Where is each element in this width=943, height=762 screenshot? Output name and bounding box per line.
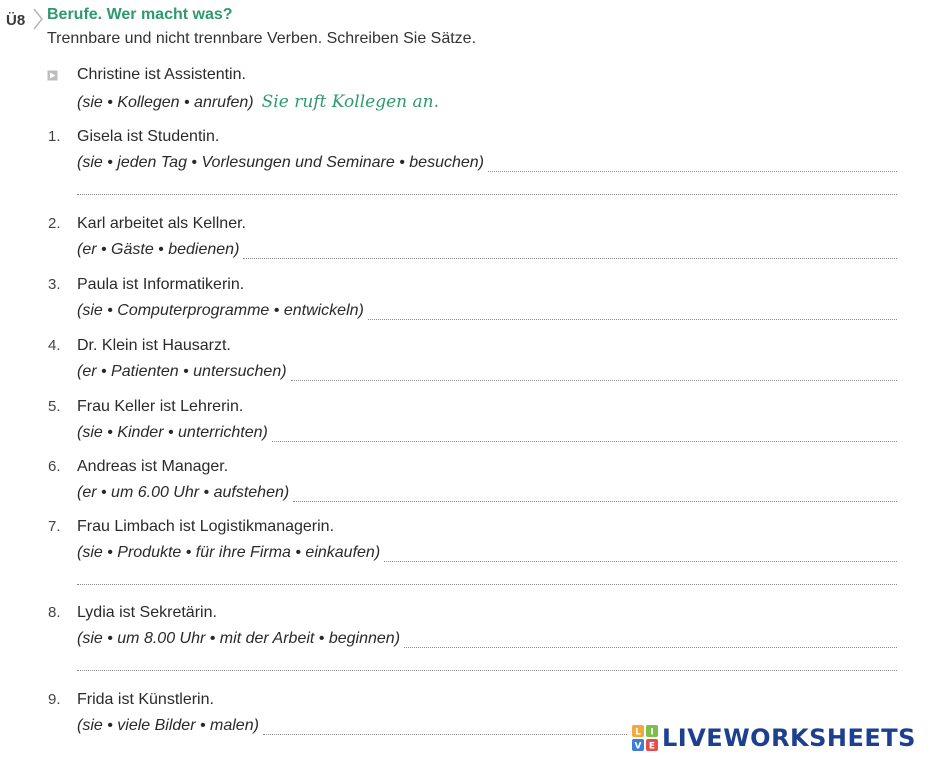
item-prompt: (sie • viele Bilder • malen)	[77, 717, 259, 734]
item-statement: Dr. Klein ist Hausarzt.	[77, 337, 231, 354]
item-answer-line	[77, 363, 897, 385]
item-answer-line	[77, 302, 897, 324]
answer-input-4[interactable]	[291, 364, 897, 381]
item-number: 2.	[48, 215, 61, 232]
example-prompt: (sie • Kollegen • anrufen)	[77, 94, 254, 111]
exercise-item-8	[0, 604, 943, 676]
item-answer-line	[77, 484, 897, 506]
item-prompt: (sie • jeden Tag • Vorlesungen und Seminare • besuchen)	[77, 154, 484, 171]
exercise-item-6	[0, 458, 943, 510]
item-statement: Andreas ist Manager.	[77, 458, 229, 475]
item-prompt: (sie • Computerprogramme • entwickeln)	[77, 302, 364, 319]
item-number: 3.	[48, 276, 61, 293]
item-prompt: (sie • Produkte • für ihre Firma • einkaufen)	[77, 544, 381, 561]
item-answer-line	[77, 717, 627, 739]
chevron-right-icon	[32, 8, 44, 30]
item-statement: Frau Keller ist Lehrerin.	[77, 398, 244, 415]
answer-input-1[interactable]	[488, 155, 897, 172]
example-marker-icon	[47, 70, 58, 81]
exercise-number: Ü8	[6, 12, 26, 29]
item-statement: Gisela ist Studentin.	[77, 128, 220, 145]
answer-input-3[interactable]	[368, 303, 897, 320]
svg-text:I: I	[650, 727, 654, 738]
item-number: 8.	[48, 604, 61, 621]
item-number: 7.	[48, 518, 61, 535]
exercise-header	[0, 4, 943, 54]
svg-text:E: E	[648, 741, 656, 751]
exercise-item-3	[0, 276, 943, 328]
example-answer: Sie ruft Kollegen an.	[261, 92, 439, 112]
item-prompt: (sie • um 8.00 Uhr • mit der Arbeit • beginnen)	[77, 630, 401, 647]
item-prompt: (er • um 6.00 Uhr • aufstehen)	[77, 484, 290, 501]
item-prompt: (er • Patienten • untersuchen)	[77, 363, 287, 380]
svg-text:L: L	[635, 727, 641, 738]
answer-input-8[interactable]	[404, 631, 897, 648]
exercise-item-7	[0, 518, 943, 590]
item-statement: Paula ist Informatikerin.	[77, 276, 245, 293]
answer-input-2[interactable]	[243, 242, 897, 259]
example-item	[0, 66, 943, 118]
item-number: 5.	[48, 398, 61, 415]
item-statement: Karl arbeitet als Kellner.	[77, 215, 246, 232]
item-answer-line	[77, 424, 897, 446]
example-line	[77, 92, 439, 114]
item-statement: Frau Limbach ist Logistikmanagerin.	[77, 518, 335, 535]
item-answer-line	[77, 241, 897, 263]
item-answer-line	[77, 544, 897, 566]
answer-input-1-continued[interactable]	[77, 178, 897, 195]
item-statement: Frida ist Künstlerin.	[77, 691, 214, 708]
item-statement: Lydia ist Sekretärin.	[77, 604, 217, 621]
exercise-item-1	[0, 128, 943, 200]
answer-input-7[interactable]	[384, 545, 897, 562]
liveworksheets-logo-icon	[632, 725, 658, 751]
liveworksheets-brand	[632, 723, 916, 753]
exercise-title: Berufe. Wer macht was?	[47, 6, 233, 23]
item-answer-line	[77, 630, 897, 652]
answer-input-7-continued[interactable]	[77, 568, 897, 585]
example-statement: Christine ist Assistentin.	[77, 66, 246, 83]
item-number: 9.	[48, 691, 61, 708]
item-number: 1.	[48, 128, 61, 145]
answer-input-9[interactable]	[263, 718, 627, 735]
brand-name: LIVEWORKSHEETS	[662, 724, 916, 752]
item-answer-line	[77, 154, 897, 176]
item-prompt: (er • Gäste • bedienen)	[77, 241, 240, 258]
svg-text:V: V	[634, 741, 642, 751]
item-prompt: (sie • Kinder • unterrichten)	[77, 424, 268, 441]
item-number: 4.	[48, 337, 61, 354]
answer-input-8-continued[interactable]	[77, 654, 897, 671]
exercise-item-5	[0, 398, 943, 450]
exercise-item-2	[0, 215, 943, 267]
exercise-item-4	[0, 337, 943, 389]
answer-input-5[interactable]	[272, 425, 897, 442]
exercise-instruction: Trennbare und nicht trennbare Verben. Schreiben Sie Sätze.	[47, 30, 477, 47]
item-number: 6.	[48, 458, 61, 475]
answer-input-6[interactable]	[293, 485, 897, 502]
